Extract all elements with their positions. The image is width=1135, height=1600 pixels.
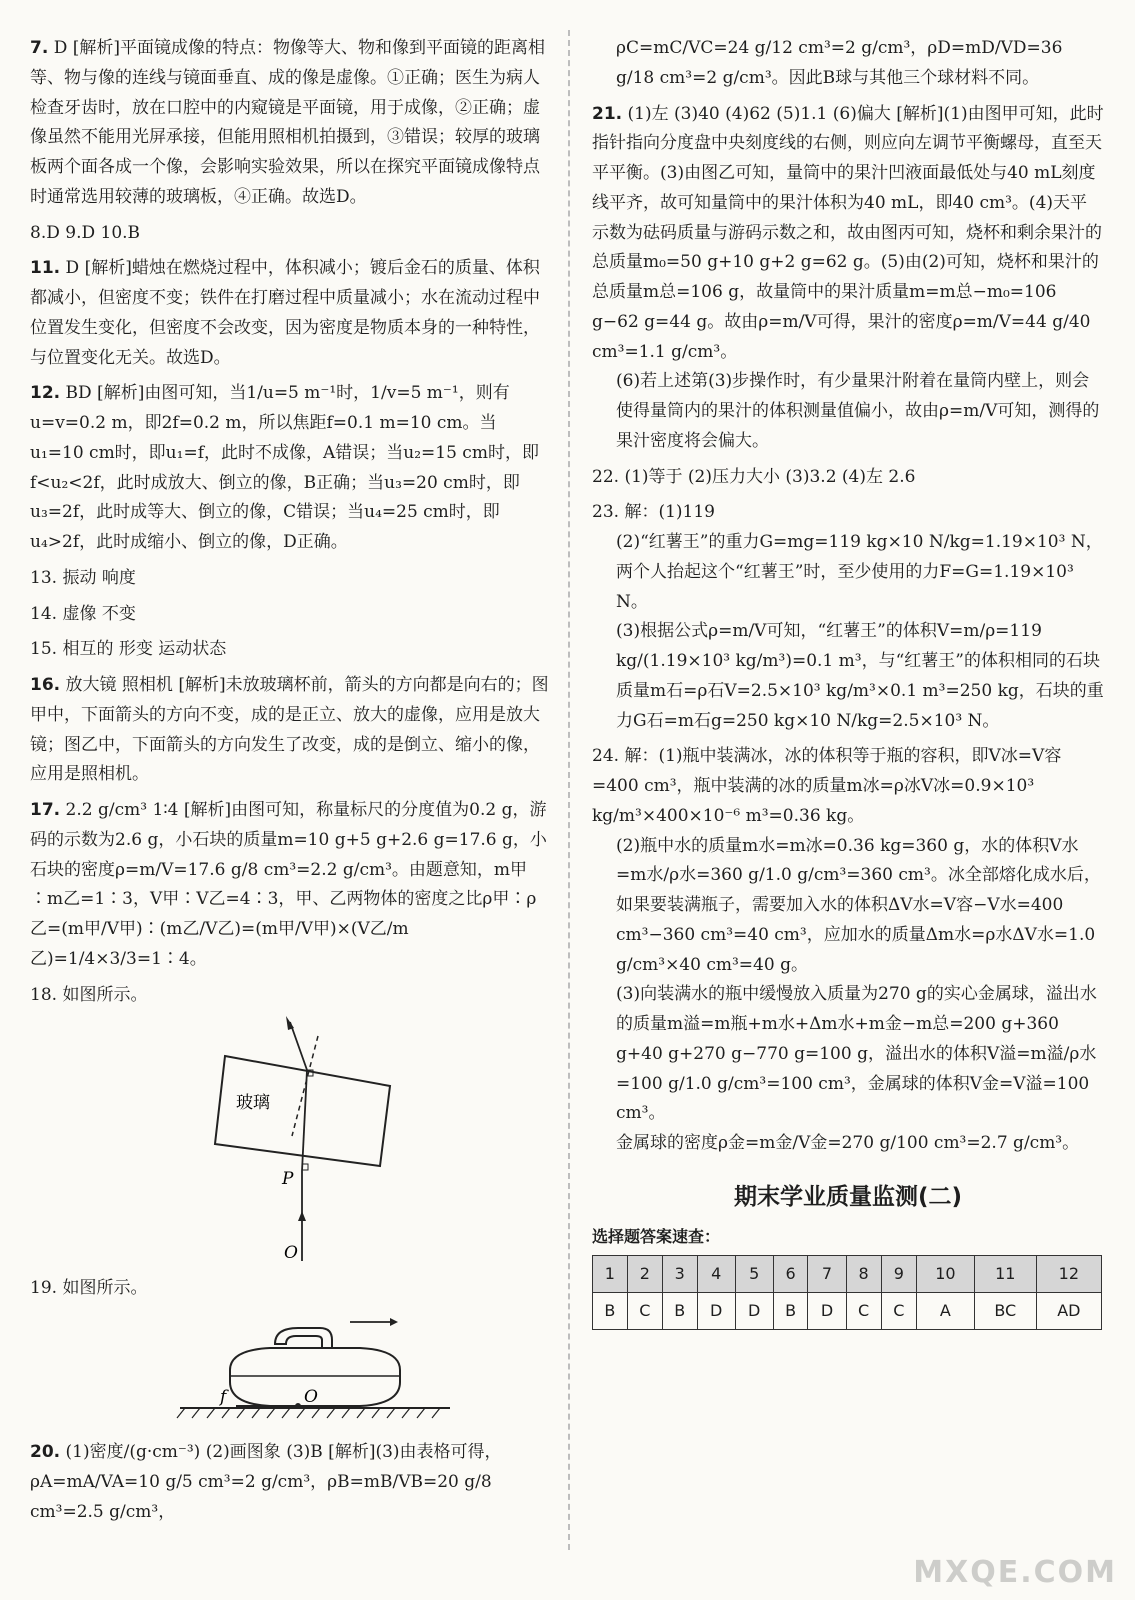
answer-table — [592, 1255, 1102, 1330]
question-21 — [592, 100, 1104, 457]
answer-value: D — [697, 1293, 735, 1330]
q20-number: 20. — [30, 1442, 61, 1462]
q8-10-text: 8.D 9.D 10.B — [30, 222, 141, 243]
answer-value: BC — [974, 1293, 1036, 1330]
question-17 — [30, 796, 550, 975]
answer-value: B — [773, 1293, 808, 1330]
glass-refraction-diagram — [30, 1016, 550, 1266]
q24-part3: (3)向装满水的瓶中缓慢放入质量为270 g的实心金属球，溢出水的质量m溢=m瓶+m水+Δm水+m金−m总=200 g+360 g+40 g+270 g−770 g=100 g，溢出水的体积V溢=m溢/ρ水=100 g/1.0 g/cm³=100 cm³，金属球的体积V金=V溢=100 cm³。 — [616, 984, 1097, 1124]
answer-value: B — [593, 1293, 628, 1330]
answer-value: AD — [1036, 1293, 1101, 1330]
answer-number: 1 — [593, 1256, 628, 1293]
answer-number-row — [593, 1256, 1102, 1293]
q16-text: 放大镜 照相机 [解析]未放玻璃杯前，箭头的方向都是向右的；图甲中，下面箭头的方向不变，成的是正立、放大的虚像，应用是放大镜；图乙中，下面箭头的方向发生了改变，成的是倒立、缩小的像，应用是照相机。 — [30, 675, 549, 785]
question-12 — [30, 379, 550, 558]
answer-number: 7 — [808, 1256, 846, 1293]
ray-arrow-head-top — [286, 1016, 294, 1030]
q24-part4: 金属球的密度ρ金=m金/V金=270 g/100 cm³=2.7 g/cm³。 — [616, 1133, 1080, 1153]
q23-head: 23. 解：(1)119 — [592, 502, 715, 523]
watermark: MXQE.COM — [913, 1555, 1117, 1590]
answer-number: 6 — [773, 1256, 808, 1293]
stone-handle — [275, 1328, 332, 1348]
motion-arrow-head — [390, 1318, 398, 1326]
section-title: 期末学业质量监测(二) — [733, 1183, 963, 1210]
answer-value: A — [916, 1293, 974, 1330]
question-15 — [30, 635, 550, 665]
right-column — [592, 34, 1104, 1330]
question-18 — [30, 981, 550, 1011]
answer-value: D — [808, 1293, 846, 1330]
answer-number: 12 — [1036, 1256, 1101, 1293]
answer-number: 2 — [627, 1256, 662, 1293]
q12-number: 12. — [30, 383, 61, 404]
q12-text: BD [解析]由图可知，当1/u=5 m⁻¹时，1/v=5 m⁻¹，则有u=v=0.2 m，即2f=0.2 m，所以焦距f=0.1 m=10 cm。当u₁=10 cm时，即u₁=f，此时不成像，A错误；当u₂=15 cm时，即f<u₂<2f，此时成放大、倒立的像，B正确；当u₃=20 cm时，即u₃=2f，此时成等大、倒立的像，C错误；当u₄=25 cm时，即u₄>2f，此时成缩小、倒立的像，D正确。 — [30, 383, 539, 552]
question-22 — [592, 463, 1104, 493]
answer-number: 9 — [881, 1256, 916, 1293]
ground-hatching — [177, 1408, 440, 1418]
q19-text: 19. 如图所示。 — [30, 1278, 148, 1299]
question-16 — [30, 671, 550, 790]
q24-head: 24. 解：(1)瓶中装满冰，冰的体积等于瓶的容积，即V冰=V容=400 cm³，瓶中装满的冰的质量m冰=ρ冰V冰=0.9×10³ kg/m³×400×10⁻⁶ m³=0.36 kg。 — [592, 746, 1062, 826]
answer-value: C — [627, 1293, 662, 1330]
q21-note: (6)若上述第(3)步操作时，有少量果汁附着在量筒内壁上，则会使得量筒内的果汁的体积测量值偏小，故由ρ=m/V可知，测得的果汁密度将会偏大。 — [616, 371, 1100, 451]
q17-text: 2.2 g/cm³ 1∶4 [解析]由图可知，称量标尺的分度值为0.2 g，游码的示数为2.6 g，小石块的质量m=10 g+5 g+2.6 g=17.6 g，小石块的密度ρ=m/V=17.6 g/8 cm³=2.2 g/cm³。由题意知，m甲∶m乙=1∶3，V甲∶V乙=4∶3，甲、乙两物体的密度之比ρ甲∶ρ乙=(m甲/V甲)∶(m乙/V乙)=(m甲/V甲)×(V乙/m乙)=1/4×3/3=1∶4。 — [30, 800, 547, 969]
ray-arrow-head-mid — [298, 1211, 306, 1221]
q24-part2: (2)瓶中水的质量m水=m冰=0.36 kg=360 g，水的体积V水=m水/ρ水=360 g/1.0 g/cm³=360 cm³。冰全部熔化成水后，如果要装满瓶子，需要加入水的体积ΔV水=V容−V水=400 cm³−360 cm³=40 cm³，应加水的质量Δm水=ρ水ΔV水=1.0 g/cm³×40 cm³=40 g。 — [616, 835, 1101, 975]
answer-value: C — [881, 1293, 916, 1330]
q20-text: (1)密度/(g·cm⁻³) (2)画图象 (3)B [解析](3)由表格可得，ρA=mA/VA=10 g/5 cm³=2 g/cm³，ρB=mB/VB=20 g/8 cm³=2.5 g/cm³， — [30, 1442, 502, 1522]
answer-number: 11 — [974, 1256, 1036, 1293]
point-o2-label: O — [304, 1387, 318, 1407]
q7-number: 7. — [30, 38, 49, 58]
quick-answer-label: 选择题答案速查： — [592, 1227, 721, 1246]
question-20-continued — [592, 34, 1104, 94]
q13-text: 13. 振动 响度 — [30, 567, 136, 588]
q15-text: 15. 相互的 形变 运动状态 — [30, 639, 227, 660]
answer-number: 3 — [662, 1256, 697, 1293]
incident-ray — [290, 1022, 307, 1070]
column-divider — [568, 30, 570, 1550]
question-7 — [30, 34, 550, 213]
q11-text: D [解析]蜡烛在燃烧过程中，体积减小；镀后金石的质量、体积都减小，但密度不变；铁件在打磨过程中质量减小；水在流动过程中位置发生变化，但密度不会改变，因为密度是物质本身的一种特性，与位置变化无关。故选D。 — [30, 258, 540, 368]
point-o-dot — [295, 1403, 301, 1409]
question-20 — [30, 1438, 550, 1527]
q23-part3: (3)根据公式ρ=m/V可知，“红薯王”的体积V=m/ρ=119 kg/(1.19×10³ kg/m³)=0.1 m³，与“红薯王”的体积相同的石块质量m石=ρ石V=2.5×10³ kg/m³×0.1 m³=250 kg，石块的重力G石=m石g=250 kg×10 N/kg=2.5×10³ N。 — [616, 621, 1104, 731]
question-13 — [30, 564, 550, 594]
answer-value: D — [735, 1293, 773, 1330]
q20-cont-text: ρC=mC/VC=24 g/12 cm³=2 g/cm³，ρD=mD/VD=36 g/18 cm³=2 g/cm³。因此B球与其他三个球材料不同。 — [616, 38, 1063, 88]
q17-number: 17. — [30, 800, 61, 820]
friction-label: f — [220, 1387, 227, 1407]
q14-text: 14. 虚像 不变 — [30, 603, 136, 624]
question-23 — [592, 498, 1104, 736]
question-24 — [592, 742, 1104, 1159]
glass-label: 玻璃 — [236, 1093, 270, 1114]
answer-number: 4 — [697, 1256, 735, 1293]
point-p-label: P — [282, 1169, 294, 1190]
q21-text: (1)左 (3)40 (4)62 (5)1.1 (6)偏大 [解析](1)由图甲可知，此时指针指向分度盘中央刻度线的右侧，则应向左调节平衡螺母，直至天平平衡。(3)由图乙可知，量筒中的果汁凹液面最低处与40 mL刻度线平齐，故可知量筒中的果汁体积为40 mL，即40 cm³。(4)天平示数为砝码质量与游码示数之和，故由图丙可知，烧杯和剩余果汁的总质量m₀=50 g+10 g+2 g=62 g。(5)由(2)可知，烧杯和果汁的总质量m总=106 g，故量筒中的果汁质量m=m总−m₀=106 g−62 g=44 g。故由ρ=m/V可得，果汁的密度ρ=m/V=44 g/40 cm³=1.1 g/cm³。 — [592, 103, 1104, 362]
question-11 — [30, 254, 550, 373]
q16-number: 16. — [30, 675, 61, 695]
q7-text: D [解析]平面镜成像的特点：物像等大、物和像到平面镜的距离相等、物与像的连线与镜面垂直、成的像是虚像。①正确；医生为病人检查牙齿时，放在口腔中的内窥镜是平面镜，用于成像，②正确；虚像虽然不能用光屏承接，但能用照相机拍摄到，③错误；较厚的玻璃板两个面各成一个像，会影响实验效果，所以在探究平面镜成像特点时通常选用较薄的玻璃板，④正确。故选D。 — [30, 38, 546, 207]
answer-number: 10 — [916, 1256, 974, 1293]
q22-text: 22. (1)等于 (2)压力大小 (3)3.2 (4)左 2.6 — [592, 466, 916, 487]
curling-stone-diagram — [30, 1310, 550, 1430]
left-column — [30, 34, 550, 1533]
q21-number: 21. — [592, 103, 623, 124]
answer-number: 5 — [735, 1256, 773, 1293]
answer-number: 8 — [846, 1256, 881, 1293]
point-o-label: O — [284, 1243, 298, 1264]
q23-part2: (2)“红薯王”的重力G=mg=119 kg×10 N/kg=1.19×10³ N，两个人抬起这个“红薯王”时，至少使用的力F=G=1.19×10³ N。 — [616, 532, 1103, 612]
answer-value: C — [846, 1293, 881, 1330]
q11-number: 11. — [30, 258, 61, 279]
questions-8-10 — [30, 219, 550, 249]
question-19 — [30, 1274, 550, 1304]
question-14 — [30, 600, 550, 630]
answer-value: B — [662, 1293, 697, 1330]
q18-text: 18. 如图所示。 — [30, 984, 148, 1005]
answer-value-row — [593, 1293, 1102, 1330]
